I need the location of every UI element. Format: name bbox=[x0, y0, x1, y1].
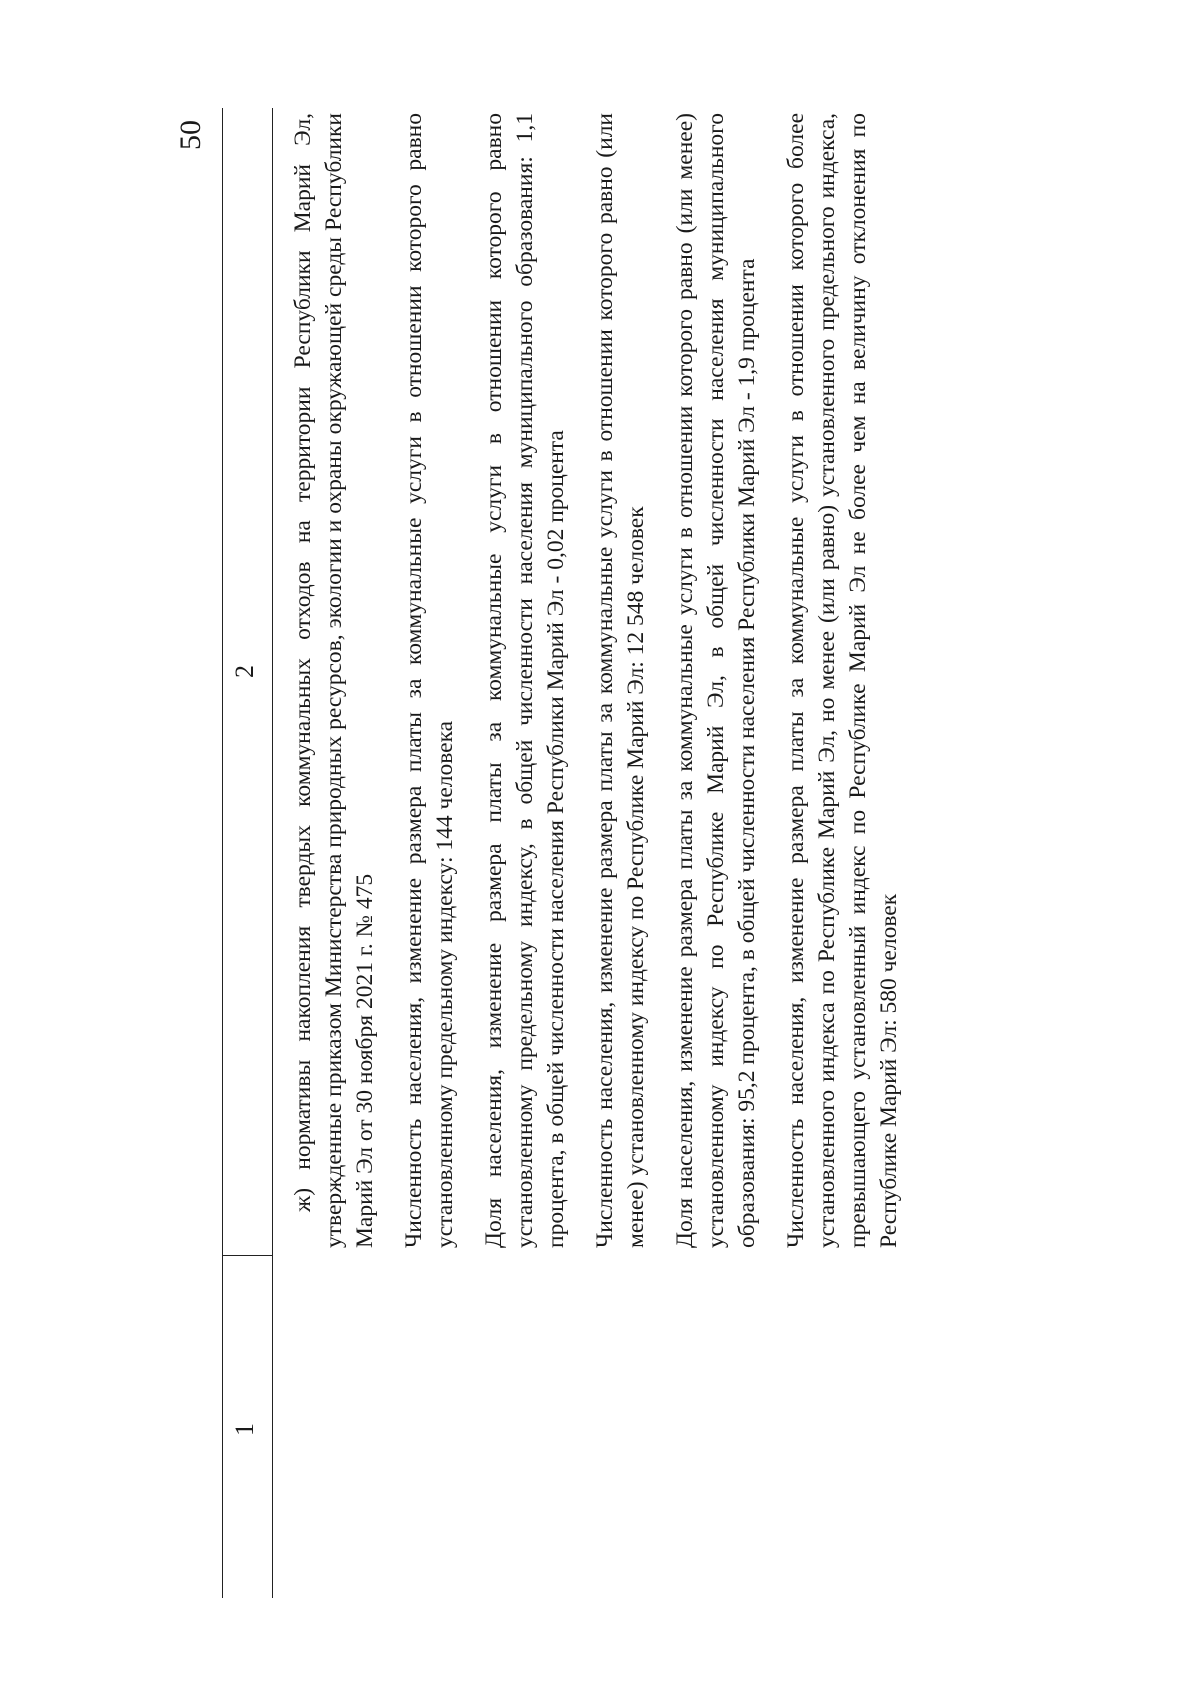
paragraph-share-index: Доля населения, изменение размера платы за коммунальные услуги в отношении которого равно (или менее) установленному индексу по Республике Марий Эл, в общей численности населения муниципального образования: 95,2 процента, в общей численности населения Республики Марий Эл - 1,9 процента bbox=[672, 113, 760, 1248]
column-header-1: 1 bbox=[230, 1423, 259, 1436]
paragraph-population-above-index: Численность населения, изменение размера платы за коммунальные услуги в отношении которого более установленного индекса по Республике Марий Эл, но менее (или равно) установленного предельного индекса, превышающего установленный индекс по Республике Марий Эл не более чем на величину отклонения по Республике Марий Эл: 580 человек bbox=[783, 113, 902, 1248]
table-cell-column-2 bbox=[288, 113, 923, 1248]
document-page bbox=[170, 90, 1030, 1610]
page-number: 50 bbox=[174, 120, 207, 150]
column-header-2: 2 bbox=[230, 665, 259, 678]
table-top-border bbox=[222, 108, 223, 1598]
paragraph-share-limit: Доля населения, изменение размера платы за коммунальные услуги в отношении которого равно установленному предельному индексу, в общей численности населения муниципального образования: 1,1 процента, в общей численности населения Республики Марий Эл - 0,02 процента bbox=[481, 113, 569, 1248]
paragraph-population-limit: Численность населения, изменение размера платы за коммунальные услуги в отношении которого равно установленному предельному индексу: 144 человека bbox=[401, 113, 458, 1248]
paragraph-norms: ж) нормативы накопления твердых коммунальных отходов на территории Республики Марий Эл, утвержденные приказом Министерства природных ресурсов, экологии и охраны окружающей среды Республики Марий Эл от 30 ноября 2021 г. № 475 bbox=[290, 113, 378, 1248]
paragraph-population-index: Численность населения, изменение размера платы за коммунальные услуги в отношении которого равно (или менее) установленному индексу по Республике Марий Эл: 12 548 человек bbox=[592, 113, 649, 1248]
column-divider bbox=[222, 1255, 272, 1256]
table-header-separator bbox=[272, 108, 273, 1598]
